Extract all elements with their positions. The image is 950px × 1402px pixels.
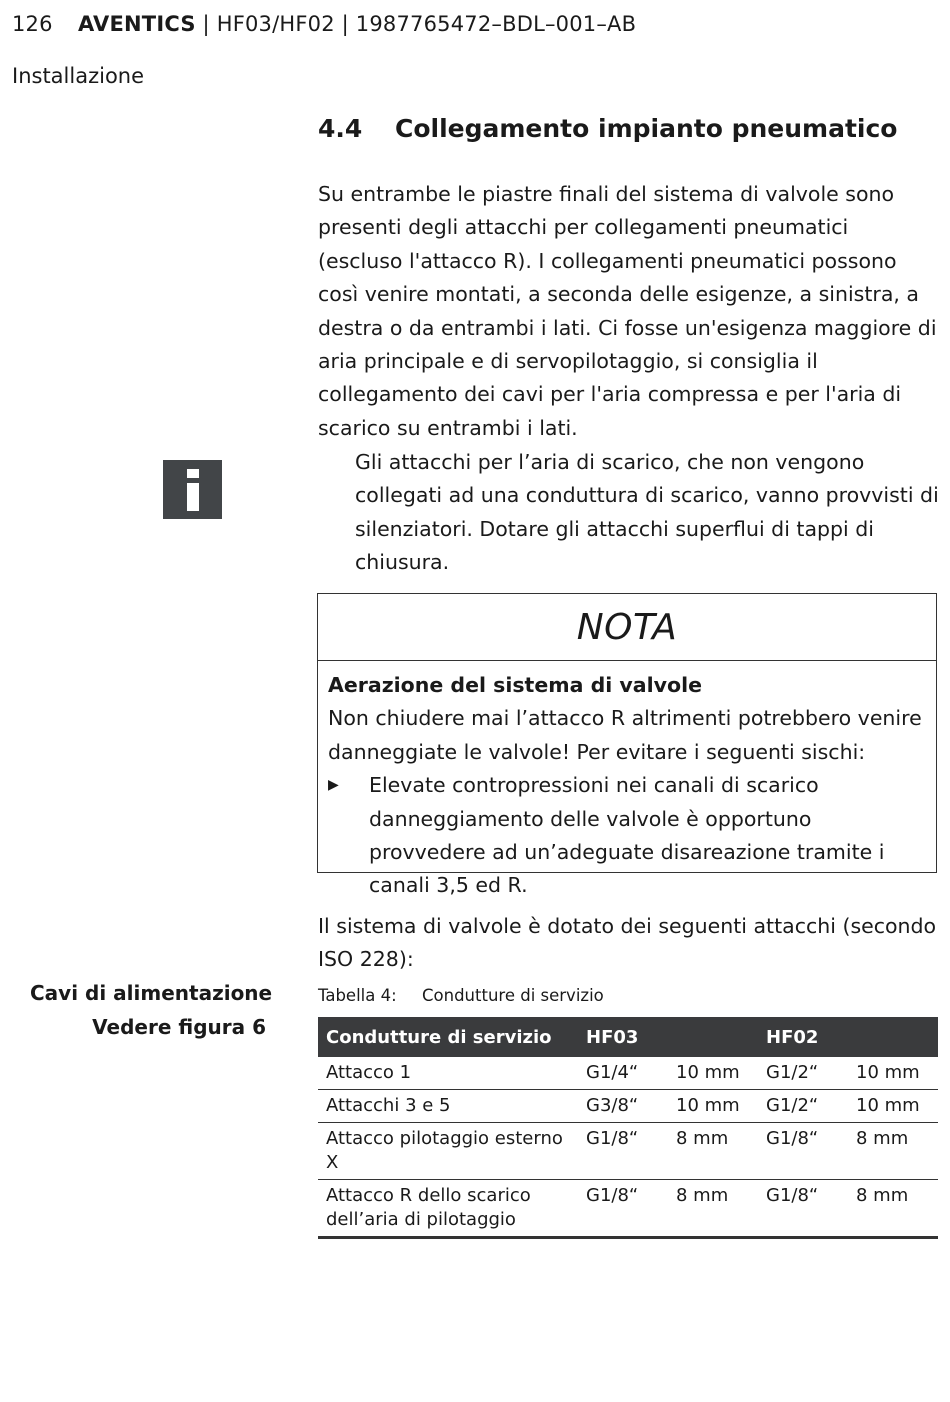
table-cell: G1/8“ [578,1180,668,1238]
table-row [318,1090,938,1123]
table-cell: 10 mm [668,1057,758,1090]
section-heading [318,114,897,143]
table-cell: 10 mm [848,1090,938,1123]
table-cell: 10 mm [848,1057,938,1090]
notice-subtitle: Aerazione del sistema di valvole [328,673,703,697]
notice-body [318,661,936,903]
table-cell: 8 mm [668,1123,758,1180]
bullet-arrow-icon: ▶ [328,777,339,794]
notice-title: NOTA [318,594,936,661]
notice-box [317,593,937,898]
table-caption [318,986,604,1005]
ports-paragraph: Il sistema di valvole è dotato dei seguenti attacchi (secondo ISO 228): [318,914,937,972]
table-caption-number: Tabella 4: [318,986,397,1005]
table-cell: Attacco 1 [318,1057,578,1090]
section-number: 4.4 [318,114,363,143]
table-cell: G3/8“ [578,1090,668,1123]
info-note-text: Gli attacchi per l’aria di scarico, che non vengono collegati ad una conduttura di scarico, vanno provvisti di silenziatori. Dotare gli attacchi superflui di tappi di chiusura. [355,450,939,575]
table-cell: G1/8“ [758,1123,848,1180]
table-row [318,1057,938,1090]
page-number: 126 [12,12,53,36]
table-cell: Attacco R dello scarico dell’aria di pilotaggio [318,1180,578,1238]
page-header [12,12,636,36]
side-label-figure-ref: Vedere figura 6 [92,1015,266,1039]
notice-bullet [328,769,926,903]
table-cell: 8 mm [848,1123,938,1180]
table-cell: 10 mm [668,1090,758,1123]
table-header-row [318,1017,938,1057]
column-header [668,1017,758,1057]
document-reference: | HF03/HF02 | 1987765472–BDL–001–AB [195,12,637,36]
table-cell: Attacco pilotaggio esterno X [318,1123,578,1180]
column-header [848,1017,938,1057]
column-header: Condutture di servizio [318,1017,578,1057]
intro-paragraph: Su entrambe le piastre finali del sistema di valvole sono presenti degli attacchi per collegamenti pneumatici (escluso l'attacco R). I collegamenti pneumatici possono così venire montati, a seconda delle esigenze, a sinistra, a destra o da entrambi i lati. Ci fosse un'esigenza maggiore di aria principale e di servopilotaggio, si consiglia il collegamento dei cavi per l'aria compressa e per l'aria di scarico su entrambi i lati. [318,182,937,440]
table-row [318,1123,938,1180]
section-title: Collegamento impianto pneumatico [395,114,898,143]
table-cell: G1/8“ [758,1180,848,1238]
table-cell: G1/8“ [578,1123,668,1180]
brand-name: AVENTICS [78,12,196,36]
table-cell: G1/2“ [758,1090,848,1123]
section-label: Installazione [12,64,145,88]
info-icon [163,460,222,519]
table-caption-title: Condutture di servizio [422,986,604,1005]
table-cell: 8 mm [668,1180,758,1238]
table-cell: 8 mm [848,1180,938,1238]
column-header: HF03 [578,1017,668,1057]
notice-bullet-text: Elevate contropressioni nei canali di scarico danneggiamento delle valvole è opportuno provvedere ad un’adeguate disareazione tramite i canali 3,5 ed R. [369,773,885,898]
side-label-cables: Cavi di alimentazione [30,981,273,1005]
notice-text: Non chiudere mai l’attacco R altrimenti potrebbero venire danneggiate le valvole! Per evitare i seguenti sischi: [328,706,922,764]
service-lines-table [318,1017,938,1239]
column-header: HF02 [758,1017,848,1057]
table-cell: Attacchi 3 e 5 [318,1090,578,1123]
table-cell: G1/2“ [758,1057,848,1090]
table-row [318,1180,938,1238]
table-cell: G1/4“ [578,1057,668,1090]
